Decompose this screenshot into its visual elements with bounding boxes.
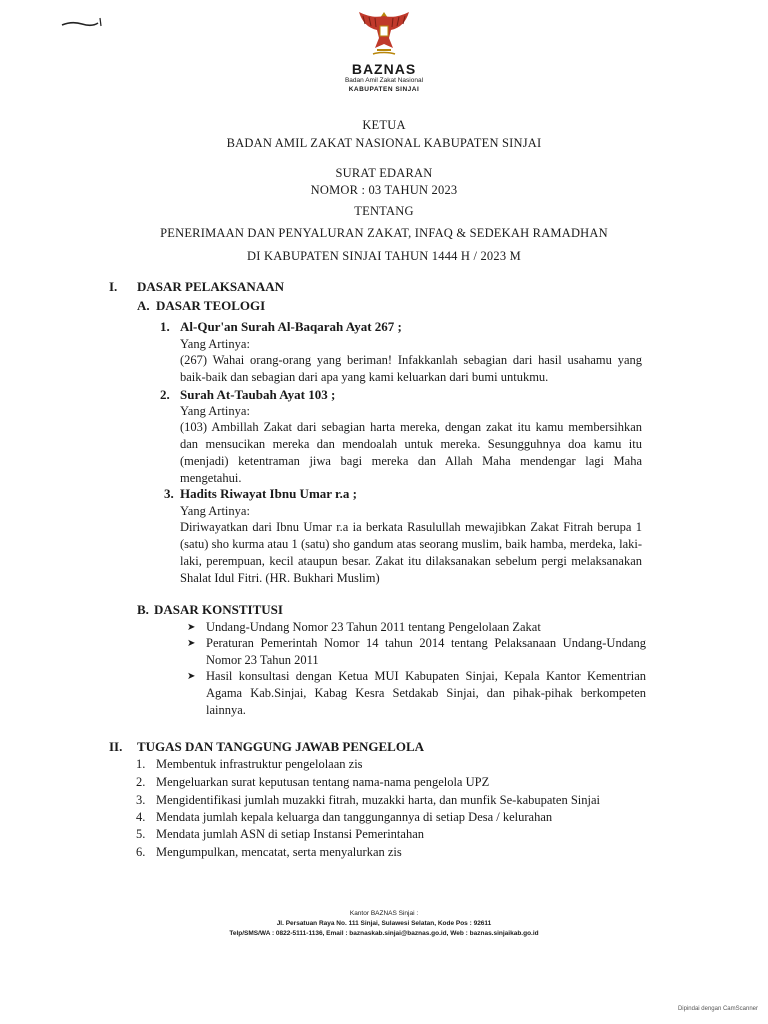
title-subject: PENERIMAAN DAN PENYALURAN ZAKAT, INFAQ & SEDEKAH RAMADHAN — [160, 226, 608, 240]
theology-item-2-title: Surah At-Taubah Ayat 103 ; — [180, 387, 336, 402]
task-item-4-text: Mendata jumlah kepala keluarga dan tanggungannya di setiap Desa / kelurahan — [156, 810, 553, 824]
theology-item-1-title: Al-Qur'an Surah Al-Baqarah Ayat 267 ; — [180, 319, 402, 334]
theology-item-3-number: 3. — [164, 486, 174, 501]
section1-title: DASAR PELAKSANAAN — [137, 279, 284, 294]
subA-title: DASAR TEOLOGI — [156, 298, 266, 313]
task-item-3-number: 3. — [136, 793, 146, 807]
org-region: KABUPATEN SINJAI — [348, 86, 420, 93]
title-ketua: KETUA — [362, 118, 406, 132]
subB-label: B. — [137, 602, 149, 617]
title-subject-year: DI KABUPATEN SINJAI TAHUN 1444 H / 2023 M — [247, 249, 521, 263]
constitution-item-1: Undang-Undang Nomor 23 Tahun 2011 tentang Pengelolaan Zakat — [206, 620, 541, 634]
section2-title: TUGAS DAN TANGGUNG JAWAB PENGELOLA — [137, 739, 425, 754]
baznas-emblem-icon — [353, 8, 415, 60]
task-item-5-text: Mendata jumlah ASN di setiap Instansi Pemerintahan — [156, 827, 425, 841]
task-item-6-number: 6. — [136, 845, 146, 859]
theology-item-3-title: Hadits Riwayat Ibnu Umar r.a ; — [180, 486, 357, 501]
theology-item-3-meaning-label: Yang Artinya: — [180, 504, 250, 518]
theology-item-1-number: 1. — [160, 319, 170, 334]
org-name: BAZNAS — [351, 61, 417, 77]
arrow-bullet-icon: ➤ — [187, 671, 196, 682]
task-item-5-number: 5. — [136, 827, 146, 841]
org-subtitle: Badan Amil Zakat Nasional — [344, 77, 424, 84]
task-item-2-text: Mengeluarkan surat keputusan tentang nama-nama pengelola UPZ — [156, 775, 490, 789]
task-item-2-number: 2. — [136, 775, 146, 789]
footer-office: Kantor BAZNAS Sinjai : — [349, 910, 419, 917]
title-org: BADAN AMIL ZAKAT NASIONAL KABUPATEN SINJAI — [226, 136, 542, 150]
constitution-item-3: Hasil konsultasi dengan Ketua MUI Kabupaten Sinjai, Kepala Kantor Kementrian Agama Kab.Sinjai, Kabag Kesra Setdakab Sinjai, dan pihak-pihak berkompeten lainnya. — [206, 669, 646, 717]
task-item-6-text: Mengumpulkan, mencatat, serta menyalurkan zis — [156, 845, 402, 859]
title-tentang: TENTANG — [354, 204, 414, 218]
theology-item-2-text: (103) Ambillah Zakat dari sebagian harta mereka, dengan zakat itu kamu membersihkan dan mensucikan mereka dan mendoalah untuk mereka. Sesungguhnya doa kamu itu (menjadi) ketentraman jiwa bagi mereka dan Allah Maha mendengar lagi Maha mengetahui. — [180, 420, 642, 485]
theology-item-2-meaning-label: Yang Artinya: — [180, 404, 250, 418]
theology-item-1-text: (267) Wahai orang-orang yang beriman! Infakkanlah sebagian dari hasil usahamu yang baik-baik dan sebagian dari apa yang kami keluarkan dari bumi untukmu. — [180, 353, 642, 384]
theology-item-2-number: 2. — [160, 387, 170, 402]
theology-item-1-meaning-label: Yang Artinya: — [180, 337, 250, 351]
section1-number: I. — [109, 279, 118, 294]
footer-address: Jl. Persatuan Raya No. 111 Sinjai, Sulawesi Selatan, Kode Pos : 92611 — [276, 920, 492, 927]
title-surat-edaran: SURAT EDARAN — [335, 166, 433, 180]
task-item-1-text: Membentuk infrastruktur pengelolaan zis — [156, 757, 363, 771]
arrow-bullet-icon: ➤ — [187, 622, 196, 633]
task-item-4-number: 4. — [136, 810, 146, 824]
subA-label: A. — [137, 298, 150, 313]
footer — [0, 909, 768, 939]
task-item-1-number: 1. — [136, 757, 146, 771]
scanner-watermark: Dipindai dengan CamScanner — [677, 1006, 758, 1012]
letterhead — [0, 8, 768, 94]
constitution-item-2: Peraturan Pemerintah Nomor 14 tahun 2014 tentang Pelaksanaan Undang-Undang Nomor 23 Tahun 2011 — [206, 636, 646, 667]
theology-item-3-text: Diriwayatkan dari Ibnu Umar r.a ia berkata Rasulullah mewajibkan Zakat Fitrah berupa 1 (satu) sho kurma atau 1 (satu) sho gandum atas seorang muslim, baik hamba, merdeka, laki-laki, perempuan, kecil ataupun besar. Zakat itu dilaksanakan sebelum pergi melaksanakan Shalat Idul Fitri. (HR. Bukhari Muslim) — [180, 520, 642, 585]
footer-contact: Telp/SMS/WA : 0822-5111-1136, Email : baznaskab.sinjai@baznas.go.id, Web : baznas.sinjaikab.go.id — [229, 930, 539, 937]
task-item-3-text: Mengidentifikasi jumlah muzakki fitrah, muzakki harta, dan munfik Se-kabupaten Sinjai — [156, 793, 600, 807]
title-nomor: NOMOR : 03 TAHUN 2023 — [310, 183, 458, 197]
subB-title: DASAR KONSTITUSI — [154, 602, 283, 617]
arrow-bullet-icon: ➤ — [187, 638, 196, 649]
section2-number: II. — [109, 739, 123, 754]
